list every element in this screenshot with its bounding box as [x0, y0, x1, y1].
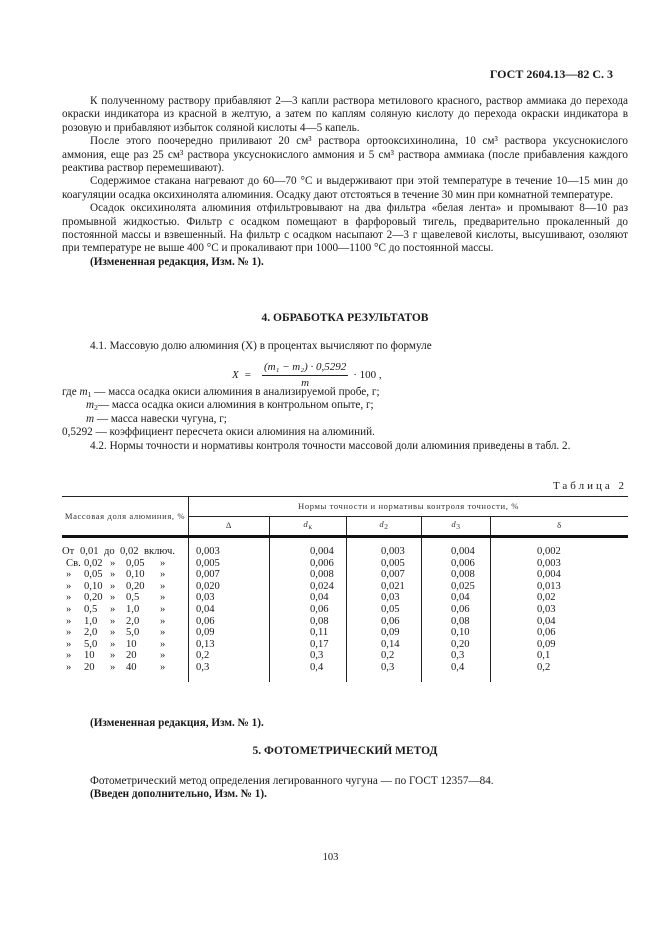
- range-part: 10: [84, 650, 95, 662]
- legend-text: — масса осадка окиси алюминия в контрольном опыте, г;: [97, 399, 374, 412]
- range-cell: [62, 639, 189, 651]
- range-cell: [62, 546, 189, 558]
- range-part: до: [104, 546, 115, 557]
- range-part: »: [66, 627, 72, 639]
- table-caption: Таблица 2: [552, 480, 627, 492]
- value-cell: 0,025: [422, 581, 491, 593]
- amendment-note-1: (Измененная редакция, Изм. № 1).: [90, 255, 264, 268]
- formula-equals: =: [244, 369, 251, 382]
- range-part: »: [110, 661, 116, 673]
- formula-tail: · 100 ,: [353, 369, 382, 382]
- header-col-small-delta: δ: [491, 517, 629, 537]
- range-cell: [62, 569, 189, 581]
- section-5-body: [62, 775, 628, 802]
- legend-row-coefficient: [62, 426, 628, 439]
- value-cell: 0,13: [189, 639, 270, 651]
- value-cell: 0,004: [491, 569, 629, 581]
- value-cell: 0,04: [422, 592, 491, 604]
- table-row: [62, 650, 628, 662]
- range-part: 0,20: [84, 592, 103, 604]
- range-part: »: [110, 569, 116, 581]
- range-part: 20: [126, 650, 137, 662]
- range-cell: [62, 650, 189, 662]
- legend-text: — масса осадка окиси алюминия в анализируемой пробе, г;: [91, 386, 380, 398]
- value-cell: 0,006: [270, 558, 347, 570]
- range-part: »: [110, 580, 116, 592]
- value-cell: 0,2: [347, 650, 422, 662]
- range-part: »: [110, 627, 116, 639]
- range-part: »: [66, 615, 72, 627]
- amendment-note-3: (Введен дополнительно, Изм. № 1).: [90, 788, 267, 801]
- range-part: включ.: [144, 546, 175, 557]
- range-part: От: [62, 546, 75, 557]
- range-part: »: [110, 638, 116, 650]
- value-cell: 0,06: [189, 616, 270, 628]
- value-cell: 0,06: [270, 604, 347, 616]
- range-part: 0,05: [84, 569, 103, 581]
- range-part: »: [66, 650, 72, 662]
- value-cell: 0,06: [491, 627, 629, 639]
- range-cell: [62, 627, 189, 639]
- range-part: 2,0: [126, 615, 140, 627]
- paragraph-filtering: Осадок оксихинолята алюминия отфильтровывают на два фильтра «белая лента» и промывают 8—10 раз промывной жидкостью. Фильтр с осадком помещают в фарфоровый тигель, предварительно прокаленный до постоянной массы и взвешенный. На фильтр с осадком насыпают 2—3 г щавелевой кислоты, высушивают, озоляют при температуре не выше 400 °С и прокаливают при 1000—1100 °С до постоянной массы.: [62, 202, 628, 255]
- range-part: 5,0: [84, 638, 98, 650]
- value-cell: 0,3: [347, 662, 422, 674]
- paragraph-photometric: Фотометрический метод определения легированного чугуна — по ГОСТ 12357—84.: [90, 775, 494, 787]
- legend-subscript: 1: [87, 390, 92, 399]
- range-part: 0,01: [80, 546, 99, 557]
- value-cell: 0,06: [347, 616, 422, 628]
- range-cell: [62, 558, 189, 570]
- paragraph-indicator: К полученному раствору прибавляют 2—3 капли раствора метилового красного, раствор аммиака до перехода окраски индикатора из красной в желтую, а затем по каплям соляную кислоту до перехода окраски индикатора в розовую и прибавляют избыток соляной кислоты 4—5 капель.: [62, 95, 628, 134]
- range-part: »: [66, 638, 72, 650]
- range-part: 0,05: [126, 557, 145, 569]
- value-cell: 0,024: [270, 581, 347, 593]
- paragraph-heating: Содержимое стакана нагревают до 60—70 °С и выдерживают при этой температуре в течение 10—15 мин до коагуляции осадка оксихинолята алюминия. Осадку дают отстояться в течение 30 мин при комнатной температуре.: [62, 175, 628, 201]
- range-part: »: [110, 557, 116, 569]
- value-cell: 0,03: [347, 592, 422, 604]
- range-part: »: [160, 627, 166, 639]
- formula-legend: [62, 386, 628, 453]
- section-5-title: 5. ФОТОМЕТРИЧЕСКИЙ МЕТОД: [252, 745, 438, 757]
- range-part: »: [160, 615, 166, 627]
- legend-symbol: m: [79, 386, 88, 398]
- range-part: »: [160, 557, 166, 569]
- value-cell: 0,021: [347, 581, 422, 593]
- range-part: »: [160, 569, 166, 581]
- value-cell: 0,09: [491, 639, 629, 651]
- value-cell: 0,14: [347, 639, 422, 651]
- legend-text: — коэффициент пересчета окиси алюминия на алюминий.: [92, 426, 375, 439]
- value-cell: 0,003: [189, 546, 270, 558]
- table-row: [62, 627, 628, 639]
- range-part: 2,0: [84, 627, 98, 639]
- table-row: [62, 592, 628, 604]
- paragraph-4-2: 4.2. Нормы точности и нормативы контроля точности массовой доли алюминия приведены в табл. 2.: [90, 439, 571, 452]
- table-body: [62, 537, 628, 682]
- table-row: [62, 558, 628, 570]
- value-cell: 0,09: [189, 627, 270, 639]
- formula-numerator: (m₁ − m₂) · 0,5292: [262, 361, 348, 376]
- value-cell: 0,10: [422, 627, 491, 639]
- value-cell: 0,2: [189, 650, 270, 662]
- range-cell: [62, 592, 189, 604]
- range-part: 40: [126, 661, 137, 673]
- value-cell: 0,09: [347, 627, 422, 639]
- amendment-block-2: [62, 717, 628, 730]
- range-part: »: [66, 569, 72, 581]
- range-part: »: [160, 592, 166, 604]
- value-cell: 0,08: [270, 616, 347, 628]
- value-cell: 0,11: [270, 627, 347, 639]
- range-part: »: [110, 592, 116, 604]
- value-cell: 0,02: [491, 592, 629, 604]
- header-col-dk: $d_к$: [270, 517, 347, 537]
- value-cell: 0,3: [270, 650, 347, 662]
- range-part: 0,5: [126, 592, 140, 604]
- range-part: »: [110, 650, 116, 662]
- range-part: 0,10: [126, 569, 145, 581]
- range-part: 0,02: [120, 546, 139, 557]
- range-part: 20: [84, 661, 95, 673]
- range-part: »: [66, 603, 72, 615]
- value-cell: 0,004: [270, 546, 347, 558]
- value-cell: 0,008: [422, 569, 491, 581]
- range-part: 0,20: [126, 580, 145, 592]
- legend-prefix: 0,5292: [62, 426, 93, 439]
- table-row: [62, 581, 628, 593]
- value-cell: 0,3: [422, 650, 491, 662]
- range-part: »: [160, 603, 166, 615]
- table-row: [62, 604, 628, 616]
- formula-denominator: m: [301, 377, 310, 390]
- header-col-delta: Δ: [189, 517, 270, 537]
- precision-norms-table: [62, 496, 628, 682]
- range-part: 1,0: [84, 615, 98, 627]
- legend-symbol: m: [86, 412, 95, 425]
- table-row: [62, 616, 628, 628]
- range-part: »: [66, 592, 72, 604]
- value-cell: 0,007: [189, 569, 270, 581]
- range-part: »: [66, 661, 72, 673]
- value-cell: 0,05: [347, 604, 422, 616]
- legend-row-m1: [62, 386, 628, 399]
- range-part: 1,0: [126, 603, 140, 615]
- value-cell: 0,08: [422, 616, 491, 628]
- range-part: 10: [126, 638, 137, 650]
- section-4-title: 4. ОБРАБОТКА РЕЗУЛЬТАТОВ: [261, 312, 429, 324]
- formula-lhs: X: [232, 369, 239, 382]
- header-group-norms: Нормы точности и нормативы контроля точности, %: [189, 497, 629, 517]
- legend-text: — масса навески чугуна, г;: [94, 412, 227, 425]
- paragraph-reagents: После этого поочередно приливают 20 см³ раствора ортооксихинолина, 10 см³ раствора уксуснокислого аммония, еще раз 25 см³ раствора уксуснокислого аммония и 5 см³ раствора аммиака (после прибавления каждого реактива раствор перемешивают).: [62, 135, 628, 175]
- range-part: Св.: [66, 557, 81, 569]
- value-cell: 0,002: [491, 546, 629, 558]
- paragraph-4-1: 4.1. Массовую долю алюминия (X) в процентах вычисляют по формуле: [90, 340, 432, 352]
- value-cell: 0,04: [189, 604, 270, 616]
- value-cell: 0,020: [189, 581, 270, 593]
- value-cell: 0,06: [422, 604, 491, 616]
- header-mass-fraction: Массовая доля алюминия, %: [62, 497, 189, 537]
- value-cell: 0,007: [347, 569, 422, 581]
- range-part: »: [66, 580, 72, 592]
- header-col-d2: $d_2$: [347, 517, 422, 537]
- value-cell: 0,4: [422, 662, 491, 674]
- amendment-note-2: (Измененная редакция, Изм. № 1).: [90, 717, 264, 729]
- running-header: ГОСТ 2604.13—82 С. 3: [489, 67, 613, 81]
- value-cell: 0,004: [422, 546, 491, 558]
- value-cell: 0,03: [189, 592, 270, 604]
- value-cell: 0,04: [270, 592, 347, 604]
- legend-prefix: где: [62, 386, 80, 398]
- legend-subscript: 2: [94, 403, 98, 413]
- range-part: 0,5: [84, 603, 98, 615]
- value-cell: 0,008: [270, 569, 347, 581]
- value-cell: 0,17: [270, 639, 347, 651]
- table-row: [62, 662, 628, 674]
- table-row: [62, 569, 628, 581]
- value-cell: 0,4: [270, 662, 347, 674]
- value-cell: 0,04: [491, 616, 629, 628]
- table-row: [62, 546, 628, 558]
- range-part: »: [160, 650, 166, 662]
- range-cell: [62, 616, 189, 628]
- range-part: »: [160, 638, 166, 650]
- legend-row-m: [62, 413, 628, 426]
- range-part: 0,02: [84, 557, 103, 569]
- range-cell: [62, 662, 189, 674]
- header-col-d3: $d_3$: [422, 517, 491, 537]
- value-cell: 0,003: [347, 546, 422, 558]
- range-part: »: [160, 661, 166, 673]
- value-cell: 0,20: [422, 639, 491, 651]
- range-part: »: [110, 615, 116, 627]
- value-cell: 0,03: [491, 604, 629, 616]
- value-cell: 0,3: [189, 662, 270, 674]
- page-number: 103: [322, 852, 339, 863]
- range-cell: [62, 581, 189, 593]
- section-4-intro: [62, 340, 628, 353]
- value-cell: 0,2: [491, 662, 629, 674]
- legend-symbol: m: [86, 399, 95, 412]
- value-cell: 0,005: [347, 558, 422, 570]
- value-cell: 0,013: [491, 581, 629, 593]
- value-cell: 0,005: [189, 558, 270, 570]
- range-part: »: [160, 580, 166, 592]
- range-cell: [62, 604, 189, 616]
- range-part: 0,10: [84, 580, 103, 592]
- legend-row-m2: [62, 399, 628, 412]
- body-text-block-1: [62, 95, 628, 269]
- value-cell: 0,1: [491, 650, 629, 662]
- range-part: 5,0: [126, 627, 140, 639]
- value-cell: 0,003: [491, 558, 629, 570]
- table-row: [62, 639, 628, 651]
- range-part: »: [110, 603, 116, 615]
- value-cell: 0,006: [422, 558, 491, 570]
